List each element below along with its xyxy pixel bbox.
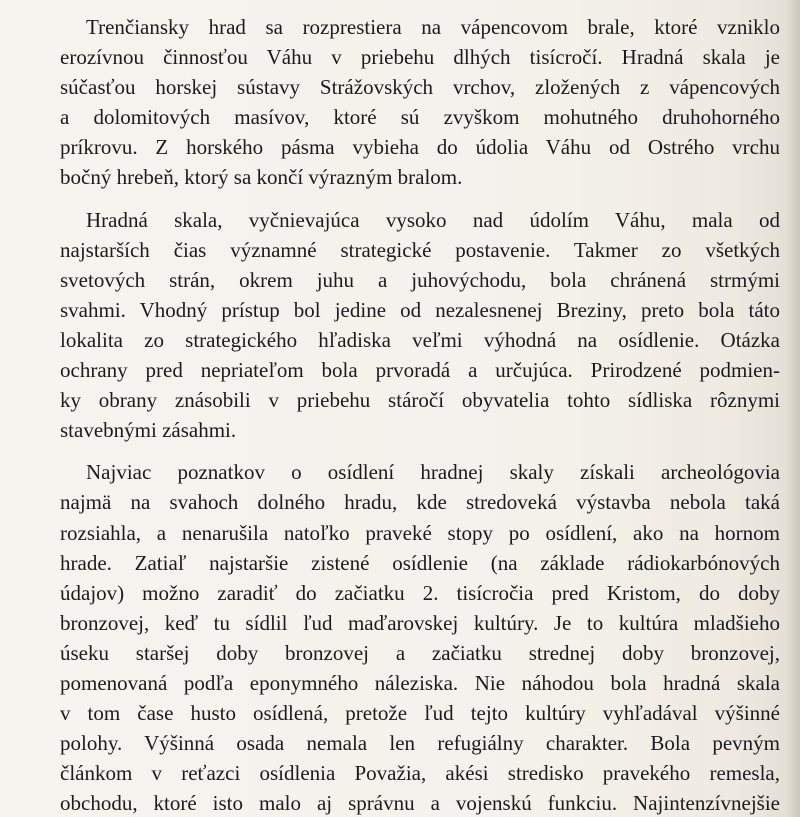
- paragraph-3: [60, 457, 780, 817]
- paragraph-line: v tom čase husto osídlená, pretože ľud tejto kultúry vyhľadával výšinné: [60, 701, 780, 726]
- paragraph-line: obchodu, ktoré isto malo aj správnu a vojenskú funkciu. Najintenzívnejšie: [60, 791, 780, 816]
- paragraph-line: bočný hrebeň, ktorý sa končí výrazným bralom.: [60, 165, 463, 190]
- paragraph-line: Hradná skala, vyčnievajúca vysoko nad údolím Váhu, mala od: [86, 207, 780, 232]
- paragraph-line: ky obrany znásobili v priebehu stáročí obyvatelia tohto sídliska rôznymi: [60, 388, 780, 413]
- paragraph-line: príkrovu. Z horského pásma vybieha do údolia Váhu od Ostrého vrchu: [60, 135, 780, 160]
- paragraph-line: Trenčiansky hrad sa rozprestiera na vápencovom brale, ktoré vzniklo: [86, 15, 780, 39]
- paragraph-line: najstarších čias významné strategické postavenie. Takmer zo všetkých: [60, 237, 780, 262]
- paragraph-line: a dolomitových masívov, ktoré sú zvyškom mohutného druhohorného: [60, 105, 780, 130]
- paragraph-line: erozívnou činnosťou Váhu v priebehu dlhých tisícročí. Hradná skala je: [60, 45, 780, 70]
- paragraph-gap: [60, 445, 780, 457]
- paragraph-1: [60, 12, 780, 193]
- paragraph-line: pomenovaná podľa eponymného náleziska. Nie náhodou bola hradná skala: [60, 670, 780, 695]
- paragraph-line: stavebnými zásahmi.: [60, 418, 237, 443]
- paragraph-line: najmä na svahoch dolného hradu, kde stredoveká výstavba nebola taká: [60, 490, 780, 515]
- paragraph-line: rozsiahla, a nenarušila natoľko praveké stopy po osídlení, ako na hornom: [60, 520, 780, 545]
- paragraph-line: článkom v reťazci osídlenia Považia, akési stredisko pravekého remesla,: [60, 761, 780, 786]
- paragraph-line: lokalita zo strategického hľadiska veľmi výhodná na osídlenie. Otázka: [60, 327, 780, 352]
- paragraph-line: údajov) možno zaradiť do začiatku 2. tisícročia pred Kristom, do doby: [60, 580, 780, 605]
- paragraph-line: súčasťou horskej sústavy Strážovských vrchov, zložených z vápencových: [60, 75, 780, 100]
- text-block: [60, 12, 780, 817]
- paragraph-line: svahmi. Vhodný prístup bol jedine od nezalesnenej Breziny, preto bola táto: [60, 297, 780, 322]
- paragraph-line: hrade. Zatiaľ najstaršie zistené osídlenie (na základe rádiokarbónových: [60, 550, 780, 575]
- paragraph-line: úseku staršej doby bronzovej a začiatku strednej doby bronzovej,: [60, 640, 780, 665]
- paragraph-line: Najviac poznatkov o osídlení hradnej skaly získali archeológovia: [86, 460, 780, 485]
- paragraph-2: [60, 205, 780, 446]
- paragraph-line: polohy. Výšinná osada nemala len refugiálny charakter. Bola pevným: [60, 731, 780, 756]
- paragraph-gap: [60, 193, 780, 205]
- paragraph-line: bronzovej, keď tu sídlil ľud maďarovskej kultúry. Je to kultúra mladšieho: [60, 610, 780, 635]
- paragraph-line: ochrany pred nepriateľom bola prvoradá a určujúca. Prirodzené podmien-: [60, 358, 780, 383]
- page-edge-shadow: [786, 0, 800, 817]
- paragraph-line: svetových strán, okrem juhu a juhovýchodu, bola chránená strmými: [60, 267, 780, 292]
